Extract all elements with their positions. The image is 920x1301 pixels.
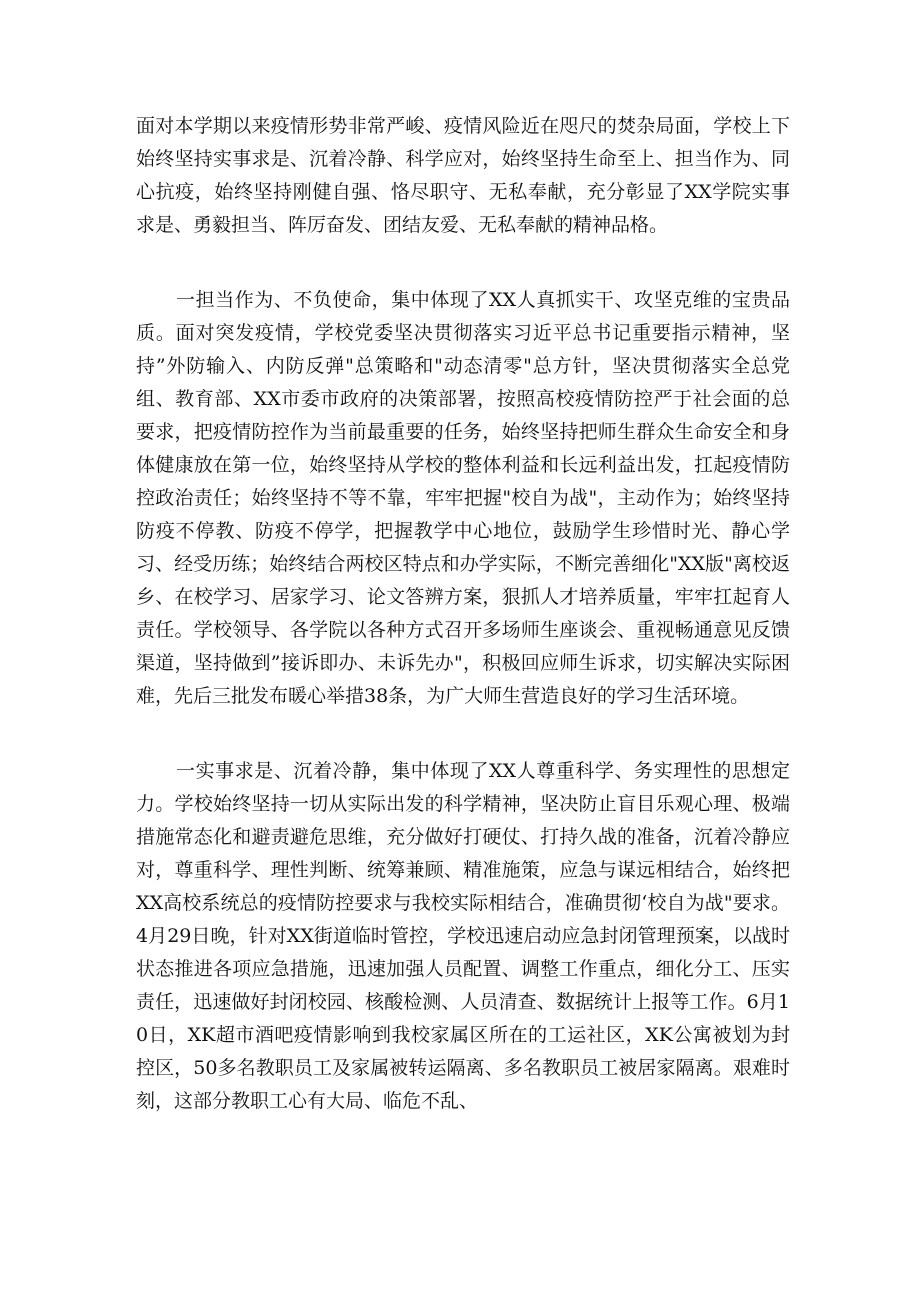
paragraph-pragmatism: 一实事求是、沉着冷静，集中体现了XX人尊重科学、务实理性的思想定力。学校始终坚持一切从实际出发的科学精神，坚决防止盲目乐观心理、极端措施常态化和避责避危思维，充分做好打硬仗、打持久战的准备，沉着冷静应对，尊重科学、理性判断、统筹兼顾、精准施策，应急与谋远相结合，始终把XX高校系统总的疫情防控要求与我校实际相结合，准确贯彻‘校自为战"要求。4月29日晚，针对XX街道临时管控，学校迅速启动应急封闭管理预案，以战时状态推进各项应急措施，迅速加强人员配置、调整工作重点，细化分工、压实责任，迅速做好封闭校园、核酸检测、人员清查、数据统计上报等工作。6月10日，XK超市酒吧疫情影响到我校家属区所在的工运社区，XK公寓被划为封控区，50多名教职员工及家属被转运隔离、多名教职员工被居家隔离。艰难时刻，这部分教职工心有大局、临危不乱、 bbox=[136, 760, 790, 1112]
paragraph-responsibility: 一担当作为、不负使命，集中体现了XX人真抓实干、攻坚克维的宝贵品质。面对突发疫情，学校党委坚决贯彻落实习近平总书记重要指示精神，坚持”外防输入、内防反弹"总策略和"动态清零"总方针，坚决贯彻落实全总党组、教育部、XX市委市政府的决策部署，按照高校疫情防控严于社会面的总要求，把疫情防控作为当前最重要的任务，始终坚持把师生群众生命安全和身体健康放在第一位，始终坚持从学校的整体利益和长远利益出发，扛起疫情防控政治责任；始终坚持不等不靠，牢牢把握"校自为战"，主动作为；始终坚持防疫不停教、防疫不停学，把握教学中心地位，鼓励学生珍惜时光、静心学习、经受历练；始终结合两校区特点和办学实际，不断完善细化"XX版"离校返乡、在校学习、居家学习、论文答辨方案，狠抓人才培养质量，牢牢扛起育人责任。学校领导、各学院以各种方式召开多场师生座谈会、重视畅通意见反馈渠道，坚持做到”接诉即办、未诉先办"，积极回应师生诉求，切实解决实际困难，先后三批发布暖心举措38条，为广大师生营造良好的学习生活环境。 bbox=[136, 289, 790, 707]
document-body bbox=[136, 110, 790, 1160]
paragraph-intro: 面对本学期以来疫情形势非常严峻、疫情风险近在咫尺的焚杂局面，学校上下始终坚持实事求是、沉着冷静、科学应对，始终坚持生命至上、担当作为、同心抗疫，始终坚持刚健自强、恪尽职守、无私奉献，充分彰显了XX学院实事求是、勇毅担当、阵厉奋发、团结友爱、无私奉献的精神品格。 bbox=[136, 115, 790, 236]
